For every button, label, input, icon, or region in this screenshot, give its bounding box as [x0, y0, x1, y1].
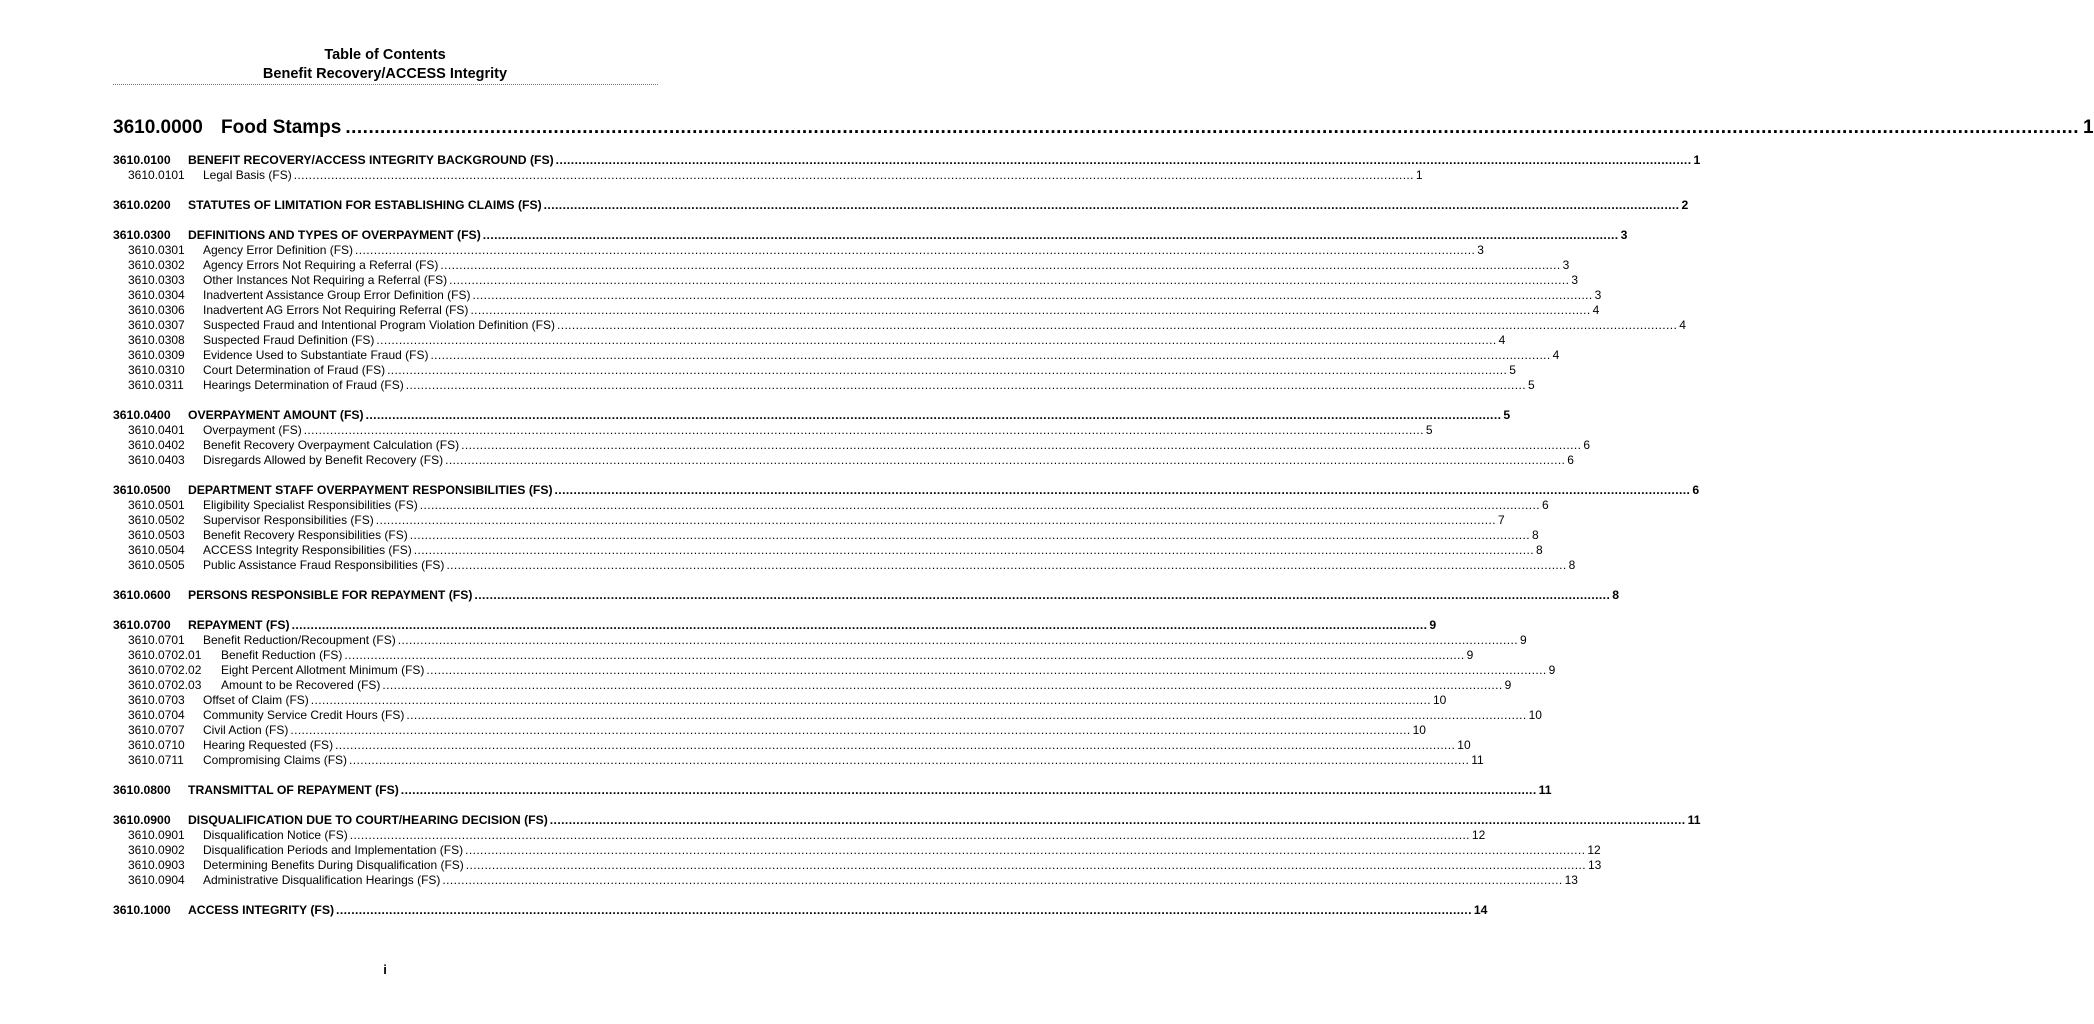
- entry-title: Offset of Claim (FS): [203, 693, 309, 707]
- toc-subsection-entry[interactable]: [113, 333, 1506, 347]
- entry-title: Civil Action (FS): [203, 723, 289, 737]
- entry-number: 3610.0502: [128, 513, 185, 527]
- entry-number: 3610.0500: [113, 483, 171, 497]
- entry-number: 3610.0100: [113, 153, 171, 167]
- chapter-number: 3610.0000: [113, 117, 203, 138]
- entry-page-number: 5: [1503, 408, 1511, 422]
- dot-leader: ............................................................................................................................................................................................................................................................................................................: [426, 663, 1547, 677]
- entry-title: Inadvertent Assistance Group Error Definition (FS): [203, 288, 471, 302]
- entry-number: 3610.0101: [128, 168, 185, 182]
- toc-section-entry[interactable]: [113, 228, 1628, 242]
- dot-leader: ............................................................................................................................................................................................................................................................................................................: [397, 633, 1518, 647]
- entry-title: Supervisor Responsibilities (FS): [203, 513, 374, 527]
- entry-number: 3610.0401: [128, 423, 185, 437]
- dot-leader: ............................................................................................................................................................................................................................................................................................................: [470, 303, 1591, 317]
- chapter-page: 1: [2083, 117, 2094, 138]
- dot-leader: ............................................................................................................................................................................................................................................................................................................: [555, 153, 1692, 167]
- dot-leader: ............................................................................................................................................................................................................................................................................................................: [554, 483, 1691, 497]
- entry-title: Hearing Requested (FS): [203, 738, 334, 752]
- toc-subsection-entry[interactable]: [113, 828, 1486, 842]
- toc-subsection-entry[interactable]: [113, 858, 1602, 872]
- toc-subsection-entry[interactable]: [113, 738, 1471, 752]
- entry-title: Benefit Recovery Overpayment Calculation (FS): [203, 438, 460, 452]
- entry-page-number: 5: [1509, 363, 1516, 377]
- toc-subsection-entry[interactable]: [113, 708, 1542, 722]
- entry-title: Benefit Recovery Responsibilities (FS): [203, 528, 408, 542]
- entry-page-number: 4: [1679, 318, 1686, 332]
- dot-leader: ............................................................................................................................................................................................................................................................................................................: [445, 453, 1566, 467]
- entry-page-number: 8: [1568, 558, 1576, 572]
- toc-subsection-entry[interactable]: [113, 648, 1474, 662]
- entry-title: Benefit Reduction/Recoupment (FS): [203, 633, 396, 647]
- dot-leader: ............................................................................................................................................................................................................................................................................................................: [310, 693, 1431, 707]
- toc-subsection-entry[interactable]: [113, 303, 1600, 317]
- toc-subsection-entry[interactable]: [113, 543, 1543, 557]
- entry-page-number: 6: [1692, 483, 1700, 497]
- entry-number: 3610.0309: [128, 348, 185, 362]
- entry-number: 3610.0710: [128, 738, 185, 752]
- entry-page-number: 9: [1519, 633, 1527, 647]
- entry-page-number: 2: [1681, 198, 1689, 212]
- entry-number: 3610.0403: [128, 453, 185, 467]
- entry-title: Compromising Claims (FS): [203, 753, 348, 767]
- toc-subsection-entry[interactable]: [113, 663, 1556, 677]
- toc-subsection-entry[interactable]: [113, 438, 1590, 452]
- entry-page-number: 8: [1531, 528, 1539, 542]
- toc-subsection-entry[interactable]: [113, 273, 1578, 287]
- entry-number: 3610.0402: [128, 438, 185, 452]
- toc-subsection-entry[interactable]: [113, 378, 1535, 392]
- toc-subsection-entry[interactable]: [113, 348, 1560, 362]
- entry-title: Community Service Credit Hours (FS): [203, 708, 405, 722]
- dot-leader: ............................................................................................................................................................................................................................................................................................................: [293, 168, 1414, 182]
- entry-title: Suspected Fraud Definition (FS): [203, 333, 375, 347]
- toc-subsection-entry[interactable]: [113, 258, 1570, 272]
- dot-leader: ............................................................................................................................................................................................................................................................................................................: [344, 648, 1465, 662]
- entry-page-number: 3: [1594, 288, 1602, 302]
- dot-leader: ............................................................................................................................................................................................................................................................................................................: [376, 333, 1497, 347]
- entry-title: DEFINITIONS AND TYPES OF OVERPAYMENT (FS): [188, 228, 481, 242]
- chapter-entry[interactable]: [113, 117, 2094, 139]
- dot-leader: ............................................................................................................................................................................................................................................................................................................: [349, 753, 1470, 767]
- entry-page-number: 11: [1687, 813, 1701, 827]
- entry-number: 3610.0311: [128, 378, 184, 392]
- dot-leader: ............................................................................................................................................................................................................................................................................................................: [465, 858, 1586, 872]
- entry-title: Overpayment (FS): [203, 423, 302, 437]
- dot-leader: ............................................................................................................................................................................................................................................................................................................: [419, 498, 1540, 512]
- entry-title: Disqualification Periods and Implementation (FS): [203, 843, 464, 857]
- entry-number: 3610.0310: [128, 363, 185, 377]
- dot-leader: ............................................................................................................................................................................................................................................................................................................: [413, 543, 1534, 557]
- toc-subsection-entry[interactable]: [113, 513, 1505, 527]
- dot-leader: ............................................................................................................................................................................................................................................................................................................: [440, 258, 1561, 272]
- toc-subsection-entry[interactable]: [113, 723, 1426, 737]
- page-footer-number: i: [383, 962, 387, 977]
- entry-number: 3610.0702.02: [128, 663, 202, 677]
- entry-page-number: 14: [1473, 903, 1488, 917]
- entry-title: Other Instances Not Requiring a Referral (FS): [203, 273, 448, 287]
- entry-title: DISQUALIFICATION DUE TO COURT/HEARING DECISION (FS): [188, 813, 548, 827]
- entry-number: 3610.1000: [113, 903, 171, 917]
- entry-page-number: 5: [1425, 423, 1433, 437]
- dot-leader: ............................................................................................................................................................................................................................................................................................................: [349, 828, 1470, 842]
- entry-page-number: 4: [1552, 348, 1560, 362]
- entry-page-number: 1: [1415, 168, 1423, 182]
- entry-page-number: 6: [1583, 438, 1590, 452]
- toc-section-entry[interactable]: [113, 153, 1701, 167]
- entry-title: DEPARTMENT STAFF OVERPAYMENT RESPONSIBILITIES (FS): [188, 483, 553, 497]
- entry-page-number: 8: [1612, 588, 1620, 602]
- dot-leader: ............................................................................................................................................................................................................................................................................................................: [405, 378, 1526, 392]
- entry-number: 3610.0700: [113, 618, 171, 632]
- toc-subsection-entry[interactable]: [113, 288, 1602, 302]
- entry-title: Court Determination of Fraud (FS): [203, 363, 386, 377]
- entry-page-number: 6: [1567, 453, 1574, 467]
- dot-leader: ............................................................................................................................................................................................................................................................................................................: [290, 723, 1411, 737]
- dot-leader: ............................................................................................................................................................................................................................................................................................................: [365, 408, 1502, 422]
- entry-page-number: 10: [1528, 708, 1542, 722]
- entry-number: 3610.0704: [128, 708, 185, 722]
- header-divider: [113, 84, 658, 85]
- toc-section-entry[interactable]: [113, 618, 1437, 632]
- entry-page-number: 4: [1592, 303, 1600, 317]
- entry-page-number: 9: [1548, 663, 1556, 677]
- dot-leader: ............................................................................................................................................................................................................................................................................................................: [291, 618, 1428, 632]
- entry-title: Legal Basis (FS): [203, 168, 292, 182]
- dot-leader: ............................................................................................................................................................................................................................................................................................................: [472, 288, 1593, 302]
- dot-leader: ............................................................................................................................................................................................................................................................................................................: [335, 738, 1456, 752]
- dot-leader: ............................................................................................................................................................................................................................................................................................................: [387, 363, 1508, 377]
- toc-subsection-entry[interactable]: [113, 168, 1423, 182]
- entry-title: STATUTES OF LIMITATION FOR ESTABLISHING CLAIMS (FS): [188, 198, 542, 212]
- dot-leader: ............................................................................................................................................................................................................................................................................................................: [474, 588, 1611, 602]
- entry-number: 3610.0600: [113, 588, 171, 602]
- entry-title: Administrative Disqualification Hearings (FS): [203, 873, 441, 887]
- entry-title: Hearings Determination of Fraud (FS): [203, 378, 404, 392]
- entry-page-number: 10: [1412, 723, 1426, 737]
- toc-subsection-entry[interactable]: [113, 558, 1576, 572]
- entry-number: 3610.0900: [113, 813, 171, 827]
- entry-number: 3610.0504: [128, 543, 185, 557]
- entry-page-number: 3: [1620, 228, 1628, 242]
- entry-number: 3610.0301: [128, 243, 185, 257]
- toc-section-entry[interactable]: [113, 588, 1620, 602]
- entry-number: 3610.0701: [128, 633, 185, 647]
- entry-page-number: 4: [1498, 333, 1506, 347]
- entry-page-number: 10: [1457, 738, 1471, 752]
- entry-number: 3610.0503: [128, 528, 185, 542]
- entry-number: 3610.0702.03: [128, 678, 202, 692]
- entry-title: Evidence Used to Substantiate Fraud (FS): [203, 348, 429, 362]
- toc-subsection-entry[interactable]: [113, 318, 1686, 332]
- entry-number: 3610.0501: [128, 498, 185, 512]
- dot-leader: ............................................................................................................................................................................................................................................................................................................: [556, 318, 1678, 332]
- entry-number: 3610.0308: [128, 333, 185, 347]
- entry-number: 3610.0707: [128, 723, 185, 737]
- entry-number: 3610.0902: [128, 843, 185, 857]
- entry-number: 3610.0300: [113, 228, 171, 242]
- toc-subsection-entry[interactable]: [113, 843, 1601, 857]
- entry-page-number: 9: [1504, 678, 1512, 692]
- entry-title: ACCESS Integrity Responsibilities (FS): [203, 543, 412, 557]
- entry-title: Benefit Reduction (FS): [221, 648, 343, 662]
- entry-page-number: 11: [1471, 753, 1484, 767]
- dot-leader: ............................................................................................................................................................................................................................................................................................................: [461, 438, 1582, 452]
- entry-page-number: 1: [1693, 153, 1701, 167]
- entry-title: Suspected Fraud and Intentional Program Violation Definition (FS): [203, 318, 555, 332]
- entry-number: 3610.0703: [128, 693, 185, 707]
- entry-number: 3610.0302: [128, 258, 185, 272]
- dot-leader: ............................................................................................................................................................................................................................................................................................................: [382, 678, 1503, 692]
- entry-title: PERSONS RESPONSIBLE FOR REPAYMENT (FS): [188, 588, 473, 602]
- toc-section-entry[interactable]: [113, 198, 1689, 212]
- dot-leader: ............................................................................................................................................................................................................................................................................................................: [430, 348, 1551, 362]
- toc-subsection-entry[interactable]: [113, 363, 1516, 377]
- entry-title: Disregards Allowed by Benefit Recovery (FS): [203, 453, 444, 467]
- entry-number: 3610.0505: [128, 558, 185, 572]
- dot-leader: ............................................................................................................................................................................................................................................................................................................: [400, 783, 1537, 797]
- entry-page-number: 6: [1541, 498, 1549, 512]
- dot-leader: ............................................................................................................................................................................................................................................................................................................: [375, 513, 1496, 527]
- entry-page-number: 3: [1562, 258, 1570, 272]
- entry-page-number: 12: [1471, 828, 1486, 842]
- entry-title: Agency Error Definition (FS): [203, 243, 354, 257]
- toc-subtitle: Benefit Recovery/ACCESS Integrity: [262, 66, 508, 82]
- toc-subsection-entry[interactable]: [113, 873, 1578, 887]
- toc-section-entry[interactable]: [113, 783, 1552, 797]
- dot-leader: ............................................................................................................................................................................................................................................................................................................: [409, 528, 1530, 542]
- dot-leader: ............................................................................................................................................................................................................................................................................................................: [442, 873, 1563, 887]
- dot-leader: ............................................................................................................................................................................................................................................................................................................: [446, 558, 1567, 572]
- entry-title: Public Assistance Fraud Responsibilities (FS): [203, 558, 445, 572]
- dot-leader: ............................................................................................................................................................................................................................................................................................................: [336, 903, 1472, 917]
- entry-title: BENEFIT RECOVERY/ACCESS INTEGRITY BACKGROUND (FS): [188, 153, 554, 167]
- toc-subsection-entry[interactable]: [113, 678, 1512, 692]
- entry-title: Determining Benefits During Disqualification (FS): [203, 858, 464, 872]
- entry-number: 3610.0303: [128, 273, 185, 287]
- entry-number: 3610.0903: [128, 858, 185, 872]
- entry-page-number: 10: [1433, 693, 1447, 707]
- entry-page-number: 13: [1564, 873, 1578, 887]
- entry-page-number: 13: [1587, 858, 1602, 872]
- toc-subsection-entry[interactable]: [113, 498, 1549, 512]
- dot-leader: ............................................................................................................................................................................................................................................................................................................: [345, 117, 2079, 138]
- entry-page-number: 8: [1535, 543, 1543, 557]
- toc-subsection-entry[interactable]: [113, 633, 1527, 647]
- entry-title: Amount to be Recovered (FS): [221, 678, 381, 692]
- entry-page-number: 11: [1538, 783, 1552, 797]
- dot-leader: ............................................................................................................................................................................................................................................................................................................: [549, 813, 1686, 827]
- entry-number: 3610.0702.01: [128, 648, 202, 662]
- toc-subsection-entry[interactable]: [113, 753, 1484, 767]
- dot-leader: ............................................................................................................................................................................................................................................................................................................: [355, 243, 1476, 257]
- entry-page-number: 5: [1527, 378, 1535, 392]
- entry-title: Eligibility Specialist Responsibilities (FS): [203, 498, 418, 512]
- entry-number: 3610.0200: [113, 198, 171, 212]
- entry-number: 3610.0307: [128, 318, 185, 332]
- entry-number: 3610.0306: [128, 303, 185, 317]
- entry-number: 3610.0904: [128, 873, 185, 887]
- dot-leader: ............................................................................................................................................................................................................................................................................................................: [406, 708, 1527, 722]
- toc-section-entry[interactable]: [113, 813, 1701, 827]
- entry-title: Disqualification Notice (FS): [203, 828, 348, 842]
- toc-subsection-entry[interactable]: [113, 453, 1574, 467]
- dot-leader: ............................................................................................................................................................................................................................................................................................................: [482, 228, 1619, 242]
- entry-page-number: 9: [1466, 648, 1474, 662]
- toc-section-entry[interactable]: [113, 483, 1700, 497]
- entry-page-number: 12: [1587, 843, 1601, 857]
- toc-title: Table of Contents: [324, 47, 446, 63]
- entry-page-number: 9: [1429, 618, 1437, 632]
- entry-title: Inadvertent AG Errors Not Requiring Referral (FS): [203, 303, 469, 317]
- dot-leader: ............................................................................................................................................................................................................................................................................................................: [465, 843, 1586, 857]
- toc-subsection-entry[interactable]: [113, 528, 1539, 542]
- dot-leader: ............................................................................................................................................................................................................................................................................................................: [303, 423, 1424, 437]
- entry-number: 3610.0400: [113, 408, 171, 422]
- entry-title: ACCESS INTEGRITY (FS): [188, 903, 335, 917]
- entry-title: Agency Errors Not Requiring a Referral (FS): [203, 258, 439, 272]
- toc-subsection-entry[interactable]: [113, 423, 1433, 437]
- entry-number: 3610.0711: [128, 753, 184, 767]
- toc-subsection-entry[interactable]: [113, 243, 1484, 257]
- entry-title: Eight Percent Allotment Minimum (FS): [221, 663, 425, 677]
- toc-section-entry[interactable]: [113, 408, 1511, 422]
- entry-title: REPAYMENT (FS): [188, 618, 290, 632]
- chapter-title: Food Stamps: [221, 117, 342, 138]
- entry-page-number: 3: [1571, 273, 1578, 287]
- toc-section-entry[interactable]: [113, 903, 1488, 917]
- entry-title: OVERPAYMENT AMOUNT (FS): [188, 408, 364, 422]
- entry-number: 3610.0800: [113, 783, 171, 797]
- entry-page-number: 3: [1477, 243, 1484, 257]
- entry-title: TRANSMITTAL OF REPAYMENT (FS): [188, 783, 399, 797]
- toc-subsection-entry[interactable]: [113, 693, 1447, 707]
- entry-number: 3610.0304: [128, 288, 185, 302]
- entry-page-number: 7: [1497, 513, 1505, 527]
- dot-leader: ............................................................................................................................................................................................................................................................................................................: [449, 273, 1570, 287]
- dot-leader: ............................................................................................................................................................................................................................................................................................................: [543, 198, 1680, 212]
- entry-number: 3610.0901: [128, 828, 185, 842]
